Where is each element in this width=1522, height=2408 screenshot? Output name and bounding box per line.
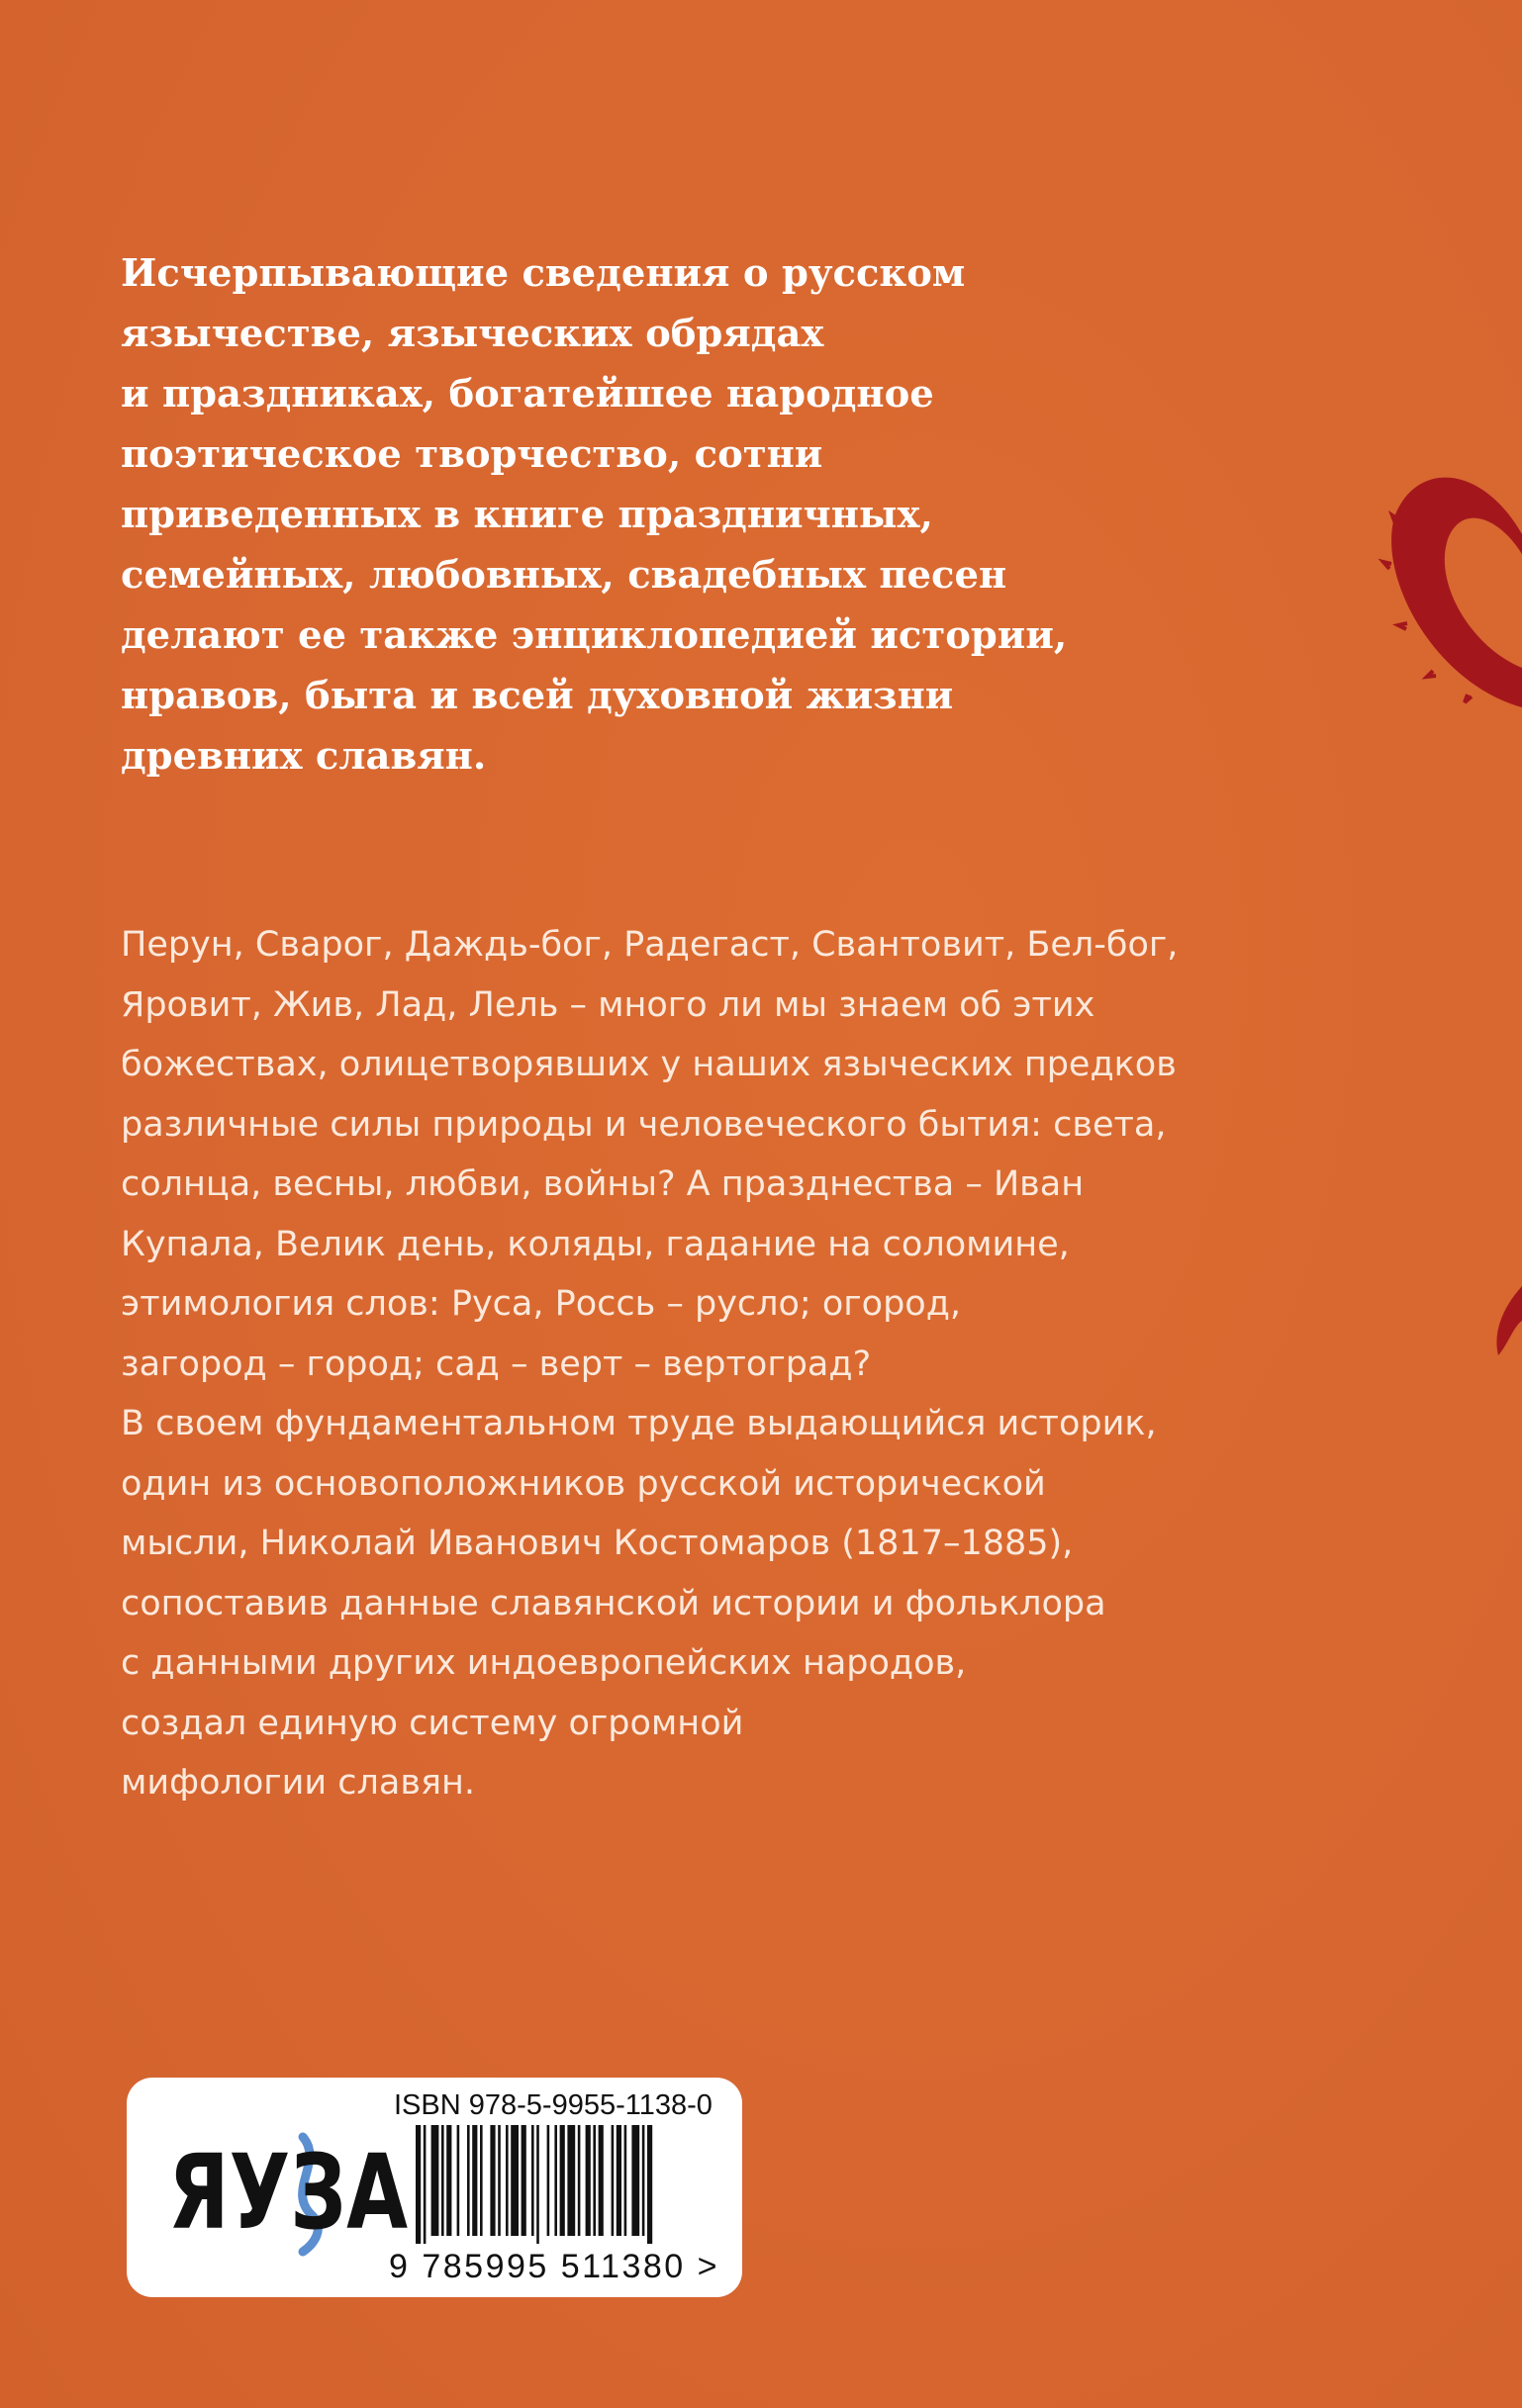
intro-line: поэтическое творчество, сотни	[121, 432, 823, 477]
description-line: божествах, олицетворявших у наших языческих предков	[121, 1045, 1177, 1084]
intro-line: Исчерпывающие сведения о русском	[121, 251, 966, 296]
intro-line: нравов, быта и всей духовной жизни	[121, 674, 954, 718]
description-line: создал единую систему огромной	[121, 1703, 744, 1743]
description-line: один из основоположников русской исторической	[121, 1463, 1046, 1504]
description-line: Яровит, Жив, Лад, Лель – много ли мы знаем об этих	[121, 984, 1095, 1025]
description-line: Перун, Сварог, Даждь-бог, Радегаст, Свантовит, Бел-бог,	[121, 925, 1179, 965]
description-line: В своем фундаментальном труде выдающийся историк,	[121, 1404, 1157, 1443]
description-line: с данными других индоевропейских народов,	[121, 1643, 967, 1683]
intro-line: древних славян.	[121, 734, 487, 779]
description-line: различные силы природы и человеческого бытия: света,	[121, 1104, 1167, 1145]
description-line: сопоставив данные славянской истории и фольклора	[121, 1583, 1106, 1623]
description-line: этимология слов: Руса, Россь – русло; огород,	[121, 1284, 962, 1324]
description-line: солнца, весны, любви, войны? А празднества – Иван	[121, 1164, 1085, 1204]
intro-line: приведенных в книге праздничных,	[121, 493, 933, 537]
barcode-panel	[127, 2078, 742, 2297]
intro-line: делают ее также энциклопедией истории,	[121, 613, 1068, 658]
intro-line: язычестве, языческих обрядах	[121, 312, 824, 356]
publisher-logo	[166, 2117, 414, 2256]
isbn-label: ISBN 978-5-9955-1138-0	[394, 2089, 713, 2121]
brush-stroke-decoration	[1284, 435, 1522, 1385]
publisher-logo-text: ЯУЗА	[168, 2132, 408, 2253]
description-line: мифологии славян.	[121, 1763, 476, 1803]
intro-line: и праздниках, богатейшее народное	[121, 372, 934, 417]
barcode-digits: 9 785995 511380 >	[389, 2248, 719, 2285]
description-line: мысли, Николай Иванович Костомаров (1817–1885),	[121, 1524, 1074, 1563]
description-line: загород – город; сад – верт – вертоград?	[121, 1343, 872, 1384]
barcode-icon	[414, 2125, 711, 2244]
intro-line: семейных, любовных, свадебных песен	[121, 553, 1007, 598]
description-line: Купала, Велик день, коляды, гадание на соломине,	[121, 1224, 1070, 1264]
intro-paragraph	[121, 243, 1071, 787]
description-paragraph	[121, 915, 1308, 1813]
